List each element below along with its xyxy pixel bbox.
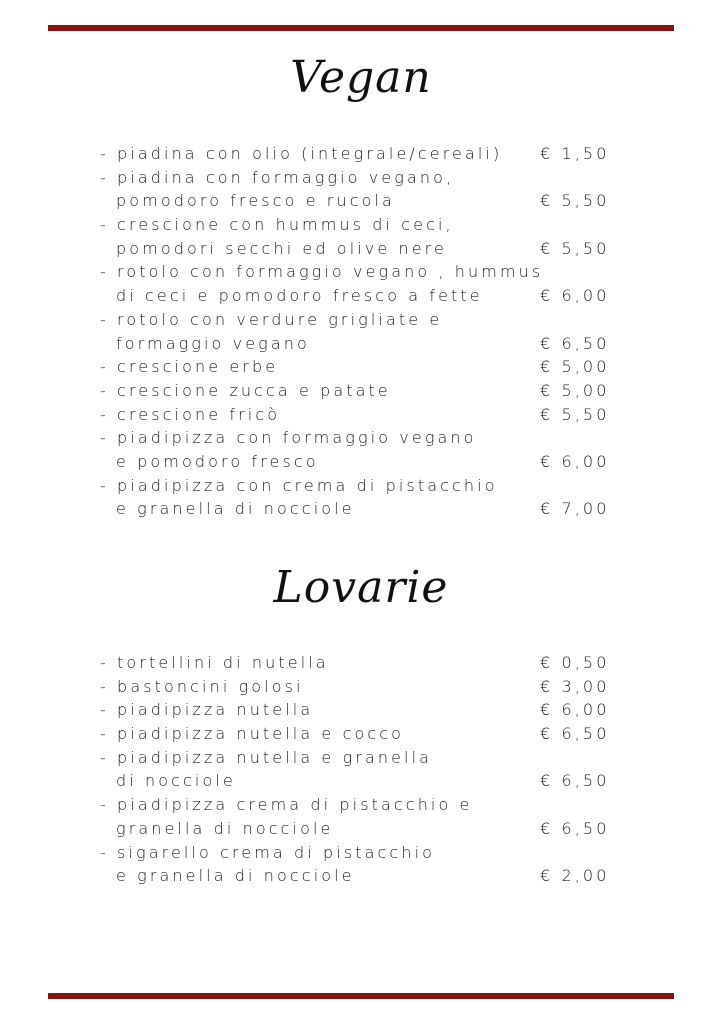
- menu-item-line: [100, 746, 620, 770]
- menu-item-text: - piadina con olio (integrale/cereali): [100, 144, 503, 163]
- menu-item-line: [100, 450, 620, 474]
- menu-item-line: [100, 722, 620, 746]
- menu-item: [100, 308, 620, 355]
- menu-item-text: - bastoncini golosi: [100, 676, 304, 696]
- menu-item-text: - piadipizza con formaggio vegano: [100, 428, 477, 448]
- menu-item: [100, 379, 620, 403]
- menu-item-line: [100, 189, 620, 213]
- menu-item: [100, 722, 620, 746]
- menu-item-price: € 5,00: [540, 357, 610, 377]
- menu-item-text: pomodori secchi ed olive nere: [116, 238, 447, 258]
- menu-item-text: e granella di nocciole: [116, 499, 355, 519]
- menu-item: [100, 698, 620, 722]
- menu-item: [100, 260, 620, 307]
- menu-item: [100, 675, 620, 699]
- menu-item-line: [100, 379, 620, 403]
- menu-item-text: - piadipizza crema di pistacchio e: [100, 795, 473, 815]
- menu-item-line: [100, 308, 620, 332]
- menu-item-line: [100, 474, 620, 498]
- bottom-decorative-bar: [48, 993, 674, 999]
- menu-item-line: [100, 426, 620, 450]
- menu-item-text: - sigarello crema di pistacchio: [100, 842, 435, 862]
- menu-item-text: di ceci e pomodoro fresco a fette: [116, 286, 483, 306]
- menu-item-text: - crescione zucca e patate: [100, 380, 391, 400]
- menu-item-text: - rotolo con verdure grigliate e: [100, 309, 443, 329]
- menu-item-text: - piadipizza nutella: [100, 700, 314, 720]
- menu-item-text: - piadina con formaggio vegano,: [100, 167, 455, 187]
- menu-item-line: [100, 237, 620, 261]
- menu-item-price: € 6,50: [540, 333, 610, 353]
- menu-item-line: [100, 355, 620, 379]
- menu-item-price: € 6,00: [540, 700, 610, 720]
- menu-item-text: - piadipizza nutella e granella: [100, 747, 433, 767]
- menu-item: [100, 746, 620, 793]
- menu-item-line: [100, 817, 620, 841]
- menu-item-line: [100, 142, 620, 166]
- menu-item-line: [100, 793, 620, 817]
- menu-item-text: e pomodoro fresco: [116, 451, 319, 471]
- menu-item-line: [100, 651, 620, 675]
- menu-item-text: - piadipizza con crema di pistacchio: [100, 475, 498, 495]
- menu-item-line: [100, 841, 620, 865]
- lovarie-menu-list: [100, 651, 620, 888]
- menu-item-price: € 5,00: [540, 380, 610, 400]
- menu-item-line: [100, 213, 620, 237]
- menu-item-price: € 5,50: [540, 238, 610, 258]
- menu-item-line: [100, 403, 620, 427]
- menu-item: [100, 142, 620, 166]
- menu-item: [100, 213, 620, 260]
- menu-item-line: [100, 769, 620, 793]
- menu-item-text: - crescione erbe: [100, 357, 279, 377]
- menu-item-price: € 6,50: [540, 818, 610, 838]
- menu-item-text: granella di nocciole: [116, 818, 334, 838]
- menu-item-text: - rotolo con formaggio vegano , hummus: [100, 262, 544, 282]
- menu-item-line: [100, 675, 620, 699]
- menu-item-text: - crescione fricò: [100, 404, 281, 424]
- menu-item-line: [100, 166, 620, 190]
- menu-item: [100, 793, 620, 840]
- menu-item-price: € 6,50: [540, 771, 610, 791]
- menu-item-text: e granella di nocciole: [116, 866, 355, 886]
- menu-item-text: di nocciole: [116, 771, 236, 791]
- menu-item-text: - tortellini di nutella: [100, 653, 329, 672]
- menu-item-price: € 6,00: [540, 286, 610, 306]
- menu-item-price: € 6,50: [540, 724, 610, 744]
- menu-item: [100, 651, 620, 675]
- menu-item-line: [100, 332, 620, 356]
- menu-item-price: € 6,00: [540, 451, 610, 471]
- menu-item-text: pomodoro fresco e rucola: [116, 191, 395, 211]
- section-title-lovarie: Lovarie: [273, 562, 449, 613]
- menu-item: [100, 841, 620, 888]
- menu-item: [100, 166, 620, 213]
- menu-item: [100, 474, 620, 521]
- menu-item-price: € 5,50: [540, 191, 610, 211]
- menu-item-price: € 0,50: [540, 653, 610, 672]
- menu-item: [100, 355, 620, 379]
- menu-item-price: € 7,00: [540, 499, 610, 519]
- menu-item-line: [100, 284, 620, 308]
- menu-item-line: [100, 497, 620, 521]
- menu-item-line: [100, 260, 620, 284]
- menu-item: [100, 426, 620, 473]
- menu-item-price: € 1,50: [540, 144, 610, 163]
- menu-item: [100, 403, 620, 427]
- top-decorative-bar: [48, 25, 674, 31]
- menu-item-text: formaggio vegano: [116, 333, 310, 353]
- section-title-vegan: Vegan: [290, 52, 432, 103]
- menu-item-text: - piadipizza nutella e cocco: [100, 724, 405, 744]
- vegan-menu-list: [100, 142, 620, 521]
- menu-item-line: [100, 698, 620, 722]
- menu-item-price: € 5,50: [540, 404, 610, 424]
- menu-item-text: - crescione con hummus di ceci,: [100, 215, 454, 235]
- menu-item-line: [100, 864, 620, 888]
- menu-item-price: € 3,00: [540, 676, 610, 696]
- menu-item-price: € 2,00: [540, 866, 610, 886]
